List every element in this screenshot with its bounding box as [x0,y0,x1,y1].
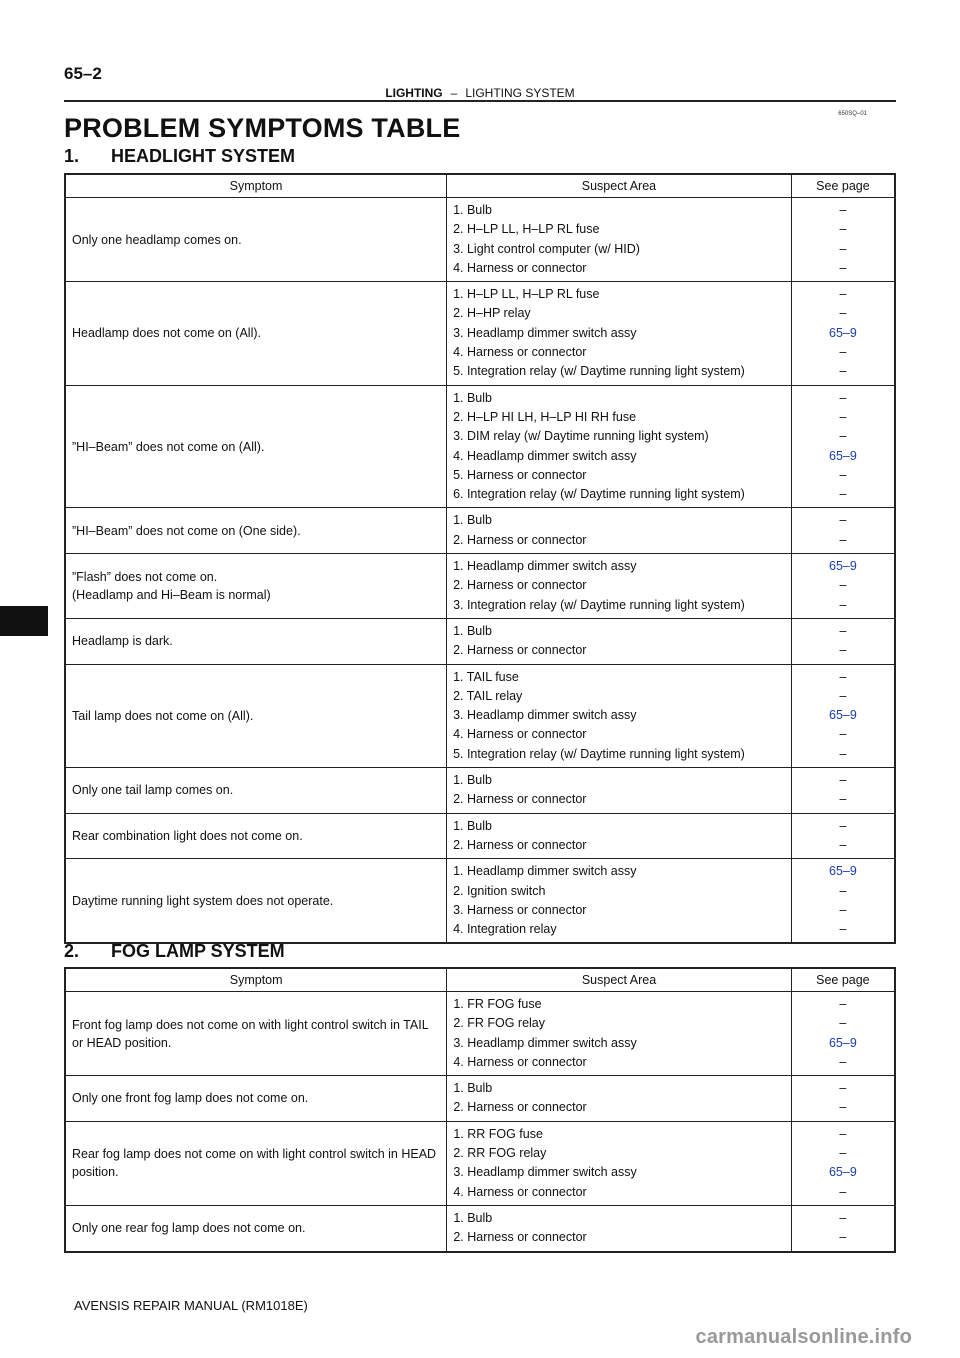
page-reference: – [839,287,847,302]
suspect-area-cell [447,282,792,385]
table-row [65,385,895,508]
see-page-column-header: See page [791,174,895,198]
see-page-cell [791,282,895,385]
symptom-column-header: Symptom [65,968,447,992]
suspect-area-cell [447,859,792,944]
table-row [65,1076,895,1122]
suspect-area-item: 2. Harness or connector [453,1230,587,1245]
symptom-cell [65,554,447,619]
section-number: 2. [64,941,80,961]
symptom-text: Rear combination light does not come on. [72,828,303,843]
running-header [64,86,896,102]
table-row [65,618,895,664]
chapter-tab-marker [0,606,48,636]
suspect-area-item: 4. Integration relay [453,922,557,937]
symptom-cell [65,1205,447,1251]
see-page-cell [791,618,895,664]
suspect-area-item: 3. Light control computer (w/ HID) [453,241,640,256]
see-page-cell [791,1205,895,1251]
suspect-area-item: 3. Integration relay (w/ Daytime running light system) [453,597,745,612]
see-page-column-header: See page [791,968,895,992]
page-reference: – [839,306,847,321]
symptom-cell [65,385,447,508]
page-reference: – [839,467,847,482]
suspect-area-cell [447,508,792,554]
suspect-area-cell [447,1076,791,1122]
table-row [65,198,895,282]
page-reference: – [839,643,847,658]
suspect-area-cell [447,198,792,282]
table-row [65,282,895,385]
symptom-text: Front fog lamp does not come on with light control switch in TAIL [72,1017,429,1032]
table-row [65,554,895,619]
fog-lamp-symptoms-table [64,967,896,1253]
suspect-area-item: 1. Headlamp dimmer switch assy [453,559,637,574]
document-code: 650SQ–01 [838,111,867,117]
page-reference: – [839,837,847,852]
symptom-text: Headlamp is dark. [72,634,173,649]
page-reference: – [839,818,847,833]
see-page-cell [791,768,895,814]
suspect-area-cell [447,664,792,767]
page-reference: – [839,203,847,217]
suspect-area-item: 2. H–LP HI LH, H–LP HI RH fuse [453,409,637,424]
see-page-cell [791,1121,895,1205]
see-page-cell [791,813,895,859]
page-reference-link[interactable]: 65–9 [829,559,857,574]
page-reference: – [839,1184,847,1199]
suspect-area-cell [447,768,792,814]
page-reference: – [839,532,847,547]
suspect-area-item: 2. Harness or connector [453,837,587,852]
page-reference: – [839,487,847,502]
suspect-area-item: 4. Harness or connector [453,727,587,742]
page-reference: – [839,746,847,761]
suspect-area-cell [447,813,792,859]
suspect-area-item: 3. DIM relay (w/ Daytime running light system) [453,429,709,444]
suspect-area-item: 4. Harness or connector [453,345,587,360]
headlight-symptoms-table [64,173,896,944]
suspect-area-cell [447,554,792,619]
page-reference: – [839,1126,847,1141]
table-header-row [65,968,895,992]
suspect-area-item: 1. Bulb [453,513,492,528]
page-reference: – [839,597,847,612]
section-heading-fog [64,941,285,962]
page-number: 65–2 [64,64,102,83]
symptom-text: ”Flash” does not come on. [72,569,218,584]
page-reference: – [839,1054,847,1069]
symptom-text: Tail lamp does not come on (All). [72,708,254,723]
suspect-area-item: 3. Harness or connector [453,902,587,917]
suspect-area-item: 1. Bulb [453,773,492,788]
see-page-cell [791,859,895,944]
suspect-area-item: 2. Harness or connector [453,578,587,593]
suspect-area-item: 1. Bulb [453,203,492,217]
page-reference: – [839,1100,847,1115]
suspect-area-item: 2. Ignition switch [453,883,546,898]
table-row [65,1205,895,1251]
table-row [65,1121,895,1205]
see-page-cell [791,198,895,282]
section-name: HEADLIGHT SYSTEM [111,146,296,166]
suspect-area-item: 1. TAIL fuse [453,669,519,684]
page-reference: – [839,727,847,742]
page-reference: – [839,792,847,807]
suspect-area-item: 1. Headlamp dimmer switch assy [453,864,637,879]
symptom-cell [65,618,447,664]
see-page-cell [791,1076,895,1122]
page-title: PROBLEM SYMPTOMS TABLE [64,113,461,143]
page-reference: – [839,578,847,593]
table-row [65,768,895,814]
suspect-area-item: 6. Integration relay (w/ Daytime running light system) [453,487,745,502]
symptom-cell [65,992,447,1076]
suspect-area-item: 3. Headlamp dimmer switch assy [453,325,637,340]
page-reference: – [839,1230,847,1245]
symptom-cell [65,1076,447,1122]
page-reference: – [839,1146,847,1161]
table-row [65,813,895,859]
suspect-area-item: 5. Integration relay (w/ Daytime running light system) [453,364,745,379]
symptom-text: Only one front fog lamp does not come on. [72,1091,309,1106]
see-page-cell [791,508,895,554]
page-reference-link[interactable]: 65–9 [829,325,857,340]
suspect-area-item: 5. Harness or connector [453,467,587,482]
header-separator: – [450,86,458,100]
symptom-cell [65,198,447,282]
symptom-text: (Headlamp and Hi–Beam is normal) [72,587,271,602]
symptom-text: or HEAD position. [72,1035,172,1050]
see-page-cell [791,385,895,508]
footer-manual-title: AVENSIS REPAIR MANUAL (RM1018E) [74,1298,308,1313]
suspect-area-column-header: Suspect Area [447,968,791,992]
page-reference: – [839,688,847,703]
suspect-area-item: 1. Bulb [453,390,492,405]
page-reference-link[interactable]: 65–9 [829,708,857,723]
suspect-area-item: 3. Headlamp dimmer switch assy [453,1035,637,1050]
symptom-text: ”HI–Beam” does not come on (All). [72,439,265,454]
suspect-area-item: 1. FR FOG fuse [453,997,542,1011]
header-subsection: LIGHTING SYSTEM [465,86,575,100]
header-section: LIGHTING [385,86,443,100]
suspect-area-item: 2. Harness or connector [453,643,587,658]
suspect-area-item: 4. Harness or connector [453,260,587,275]
symptom-cell [65,813,447,859]
table-header-row [65,174,895,198]
suspect-area-item: 2. TAIL relay [453,688,523,703]
symptom-cell [65,768,447,814]
suspect-area-item: 3. Headlamp dimmer switch assy [453,708,637,723]
suspect-area-item: 1. H–LP LL, H–LP RL fuse [453,287,600,302]
page-reference: – [839,902,847,917]
suspect-area-item: 2. H–LP LL, H–LP RL fuse [453,222,600,237]
suspect-area-item: 4. Harness or connector [453,1054,587,1069]
symptom-text: Only one rear fog lamp does not come on. [72,1221,306,1236]
page-reference: – [839,241,847,256]
page-reference: – [839,364,847,379]
table-row [65,859,895,944]
suspect-area-item: 5. Integration relay (w/ Daytime running light system) [453,746,745,761]
suspect-area-item: 4. Headlamp dimmer switch assy [453,448,637,463]
page-reference-link[interactable]: 65–9 [828,1035,857,1050]
symptom-text: Daytime running light system does not operate. [72,893,334,908]
suspect-area-item: 1. Bulb [453,818,492,833]
suspect-area-cell [447,385,792,508]
symptom-cell [65,508,447,554]
see-page-cell [791,664,895,767]
table-row [65,992,895,1076]
watermark: carmanualsonline.info [695,1326,912,1348]
page-reference: – [839,390,847,405]
suspect-area-column-header: Suspect Area [447,174,792,198]
symptom-text: Only one headlamp comes on. [72,232,242,247]
page-reference: – [839,513,847,528]
symptom-cell [65,282,447,385]
symptom-text: ”HI–Beam” does not come on (One side). [72,523,301,538]
section-number: 1. [64,146,80,166]
page-reference: – [839,922,847,937]
page-reference: – [839,623,847,638]
suspect-area-item: 2. Harness or connector [453,1100,587,1115]
page-reference: – [839,997,847,1011]
symptom-cell [65,1121,447,1205]
suspect-area-item: 2. H–HP relay [453,306,531,321]
suspect-area-item: 2. Harness or connector [453,792,587,807]
suspect-area-item: 1. RR FOG fuse [453,1126,543,1141]
symptom-text: Rear fog lamp does not come on with light control switch in HEAD [72,1147,437,1162]
suspect-area-cell [447,992,791,1076]
page-reference: – [839,669,847,684]
suspect-area-item: 1. Bulb [453,623,492,638]
page-reference-link[interactable]: 65–9 [829,448,857,463]
page-reference: – [839,409,847,424]
suspect-area-item: 1. Bulb [453,1210,493,1225]
symptom-cell [65,664,447,767]
page-reference: – [839,883,847,898]
symptom-text: Only one tail lamp comes on. [72,783,234,798]
suspect-area-item: 2. RR FOG relay [453,1146,547,1161]
suspect-area-cell [447,1121,791,1205]
page-reference: – [839,260,847,275]
see-page-cell [791,992,895,1076]
table-row [65,508,895,554]
symptom-text: Headlamp does not come on (All). [72,326,261,341]
suspect-area-cell [447,1205,791,1251]
suspect-area-item: 1. Bulb [453,1081,493,1096]
page-reference-link[interactable]: 65–9 [828,1165,857,1180]
see-page-cell [791,554,895,619]
section-heading-headlight [64,146,295,167]
page-reference: – [839,1016,847,1031]
page-reference: – [839,1081,847,1096]
symptom-column-header: Symptom [65,174,447,198]
page-reference: – [839,1210,847,1225]
suspect-area-item: 2. Harness or connector [453,532,587,547]
page-reference: – [839,345,847,360]
section-name: FOG LAMP SYSTEM [111,941,285,961]
symptom-text: position. [72,1165,119,1180]
suspect-area-item: 3. Headlamp dimmer switch assy [453,1165,637,1180]
page-reference-link[interactable]: 65–9 [829,864,857,879]
suspect-area-cell [447,618,792,664]
page-reference: – [839,222,847,237]
suspect-area-item: 2. FR FOG relay [453,1016,545,1031]
page-reference: – [839,429,847,444]
symptom-cell [65,859,447,944]
table-row [65,664,895,767]
page-reference: – [839,773,847,788]
suspect-area-item: 4. Harness or connector [453,1184,587,1199]
